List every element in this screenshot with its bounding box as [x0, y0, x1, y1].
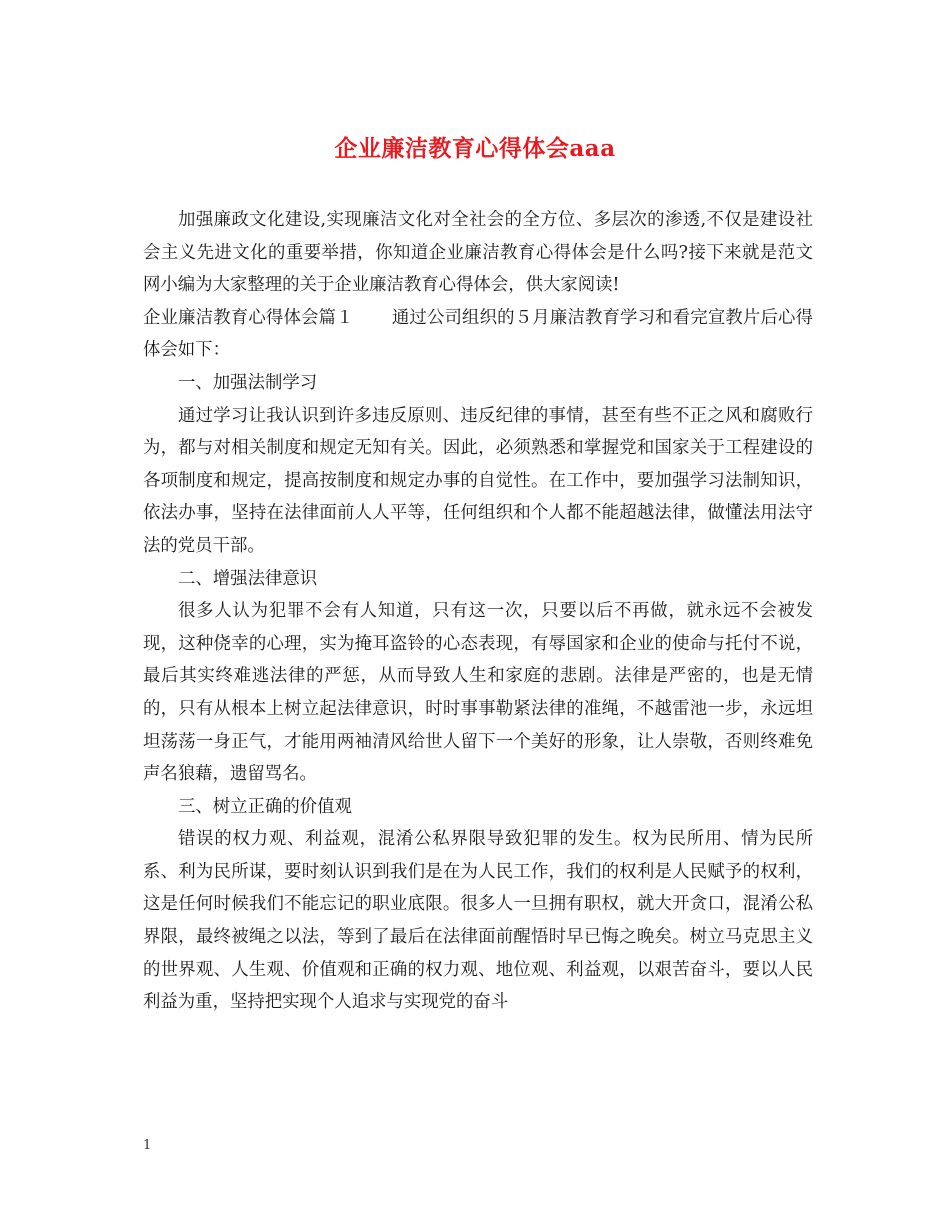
section1-paragraph: 通过学习让我认识到许多违反原则、违反纪律的事情，甚至有些不正之风和腐败行为，都与对相关制度和规定无知有关。因此，必须熟悉和掌握党和国家关于工程建设的各项制度和规定，提高按制度和规定办事的自觉性。在工作中，要加强学习法制知识，依法办事，坚持在法律面前人人平等，任何组织和个人都不能超越法律，做懂法用法守法的党员干部。	[143, 405, 813, 556]
section3-paragraph: 错误的权力观、利益观，混淆公私界限导致犯罪的发生。权为民所用、情为民所系、利为民所谋，要时刻认识到我们是在为人民工作，我们的权利是人民赋予的权利，这是任何时候我们不能忘记的职业底限。很多人一旦拥有职权，就大开贪口，混淆公私界限，最终被绳之以法，等到了最后在法律面前醒悟时早已悔之晚矣。树立马克思主义的世界观、人生观、价值观和正确的权力观、地位观、利益观，以艰苦奋斗，要以人民利益为重，坚持把实现个人追求与实现党的奋斗	[143, 829, 813, 1013]
article-label: 企业廉洁教育心得体会篇１	[143, 307, 354, 328]
section1-heading: 一、加强法制学习	[178, 372, 318, 393]
page-number: 1	[143, 1138, 152, 1153]
article-heading-paragraph	[143, 302, 813, 367]
section3-heading: 三、树立正确的价值观	[178, 796, 352, 817]
article-lead: 通过公司组织的５月廉洁教育学习和看完宣教片后心得体会如下：	[143, 307, 813, 361]
intro-paragraph: 加强廉政文化建设,实现廉洁文化对全社会的全方位、多层次的渗透,不仅是建设社会主义先进文化的重要举措，你知道企业廉洁教育心得体会是什么吗?接下来就是范文网小编为大家整理的关于企业廉洁教育心得体会，供大家阅读!	[143, 210, 813, 296]
section2-paragraph: 很多人认为犯罪不会有人知道，只有这一次，只要以后不再做，就永远不会被发现，这种侥幸的心理，实为掩耳盗铃的心态表现，有辱国家和企业的使命与托付不说，最后其实终难逃法律的严惩，从而导致人生和家庭的悲剧。法律是严密的，也是无情的，只有从根本上树立起法律意识，时时事事勒紧法律的准绳，不越雷池一步，永远坦坦荡荡一身正气，才能用两袖清风给世人留下一个美好的形象，让人崇敬，否则终难免声名狼藉，遗留骂名。	[143, 601, 813, 785]
document-body	[143, 204, 813, 1019]
document-title: 企业廉洁教育心得体会aaa	[334, 135, 616, 162]
section2-heading: 二、增强法律意识	[178, 568, 318, 589]
